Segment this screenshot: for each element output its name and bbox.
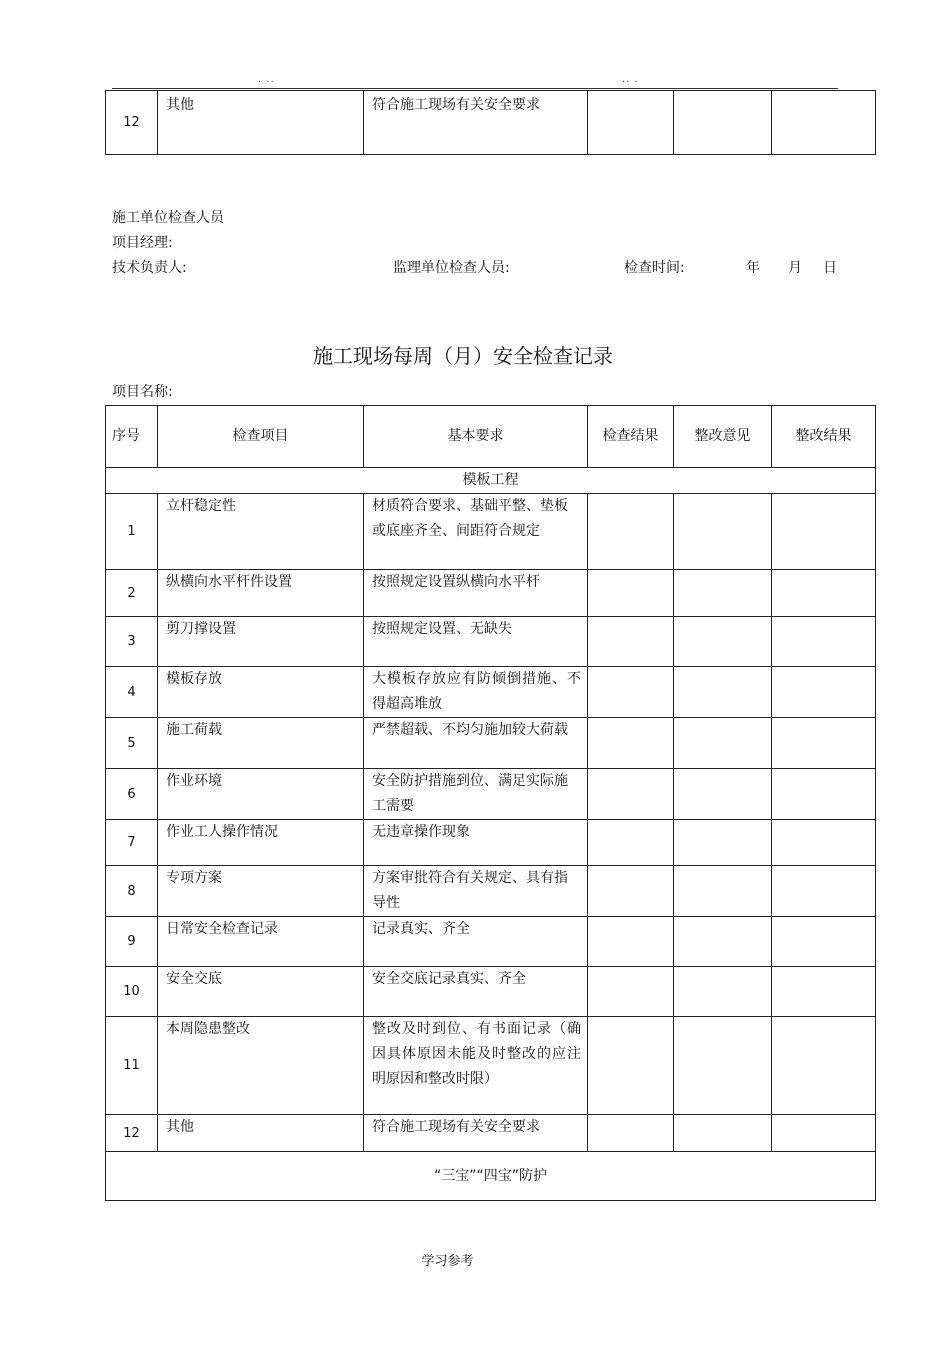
rectify-result-cell[interactable]: [772, 1115, 876, 1152]
header-check-item: 检查项目: [158, 406, 364, 468]
technical-lead-label: 技术负责人:: [112, 260, 187, 276]
result-cell[interactable]: [588, 494, 674, 570]
header-dots-right: .. .: [622, 74, 639, 85]
opinion-cell[interactable]: [674, 820, 772, 866]
check-item: 模板存放: [158, 667, 364, 718]
opinion-cell[interactable]: [674, 617, 772, 667]
month-label: 月: [788, 260, 802, 276]
requirement: 符合施工现场有关安全要求: [364, 1115, 588, 1152]
opinion-cell[interactable]: [674, 91, 772, 155]
requirement: 大模板存放应有防倾倒措施、不得超高堆放: [364, 667, 588, 718]
requirement: 符合施工现场有关安全要求: [364, 91, 588, 155]
opinion-cell[interactable]: [674, 570, 772, 617]
header-rectify-result: 整改结果: [772, 406, 876, 468]
result-cell[interactable]: [588, 866, 674, 917]
rectify-result-cell[interactable]: [772, 718, 876, 769]
check-item: 立杆稳定性: [158, 494, 364, 570]
table-row: [106, 91, 876, 155]
rectify-result-cell[interactable]: [772, 967, 876, 1017]
rectify-result-cell[interactable]: [772, 1017, 876, 1115]
rectify-result-cell[interactable]: [772, 820, 876, 866]
rectify-result-cell[interactable]: [772, 769, 876, 820]
row-number: 1: [106, 494, 158, 570]
table-row: [106, 718, 876, 769]
rectify-result-cell[interactable]: [772, 617, 876, 667]
check-item: 施工荷载: [158, 718, 364, 769]
requirement: 无违章操作现象: [364, 820, 588, 866]
opinion-cell[interactable]: [674, 1115, 772, 1152]
result-cell[interactable]: [588, 718, 674, 769]
row-number: 10: [106, 967, 158, 1017]
result-cell[interactable]: [588, 967, 674, 1017]
rectify-result-cell[interactable]: [772, 866, 876, 917]
day-label: 日: [823, 260, 837, 276]
table-row: [106, 769, 876, 820]
table-row: [106, 1115, 876, 1152]
requirement: 安全防护措施到位、满足实际施工需要: [364, 769, 588, 820]
check-item: 纵横向水平杆件设置: [158, 570, 364, 617]
result-cell[interactable]: [588, 667, 674, 718]
check-item: 专项方案: [158, 866, 364, 917]
check-item: 安全交底: [158, 967, 364, 1017]
row-number: 6: [106, 769, 158, 820]
row-number: 11: [106, 1017, 158, 1115]
opinion-cell[interactable]: [674, 667, 772, 718]
opinion-cell[interactable]: [674, 917, 772, 967]
section-row: [106, 468, 876, 494]
page-footer: 学习参考: [421, 1254, 474, 1269]
check-item: 本周隐患整改: [158, 1017, 364, 1115]
check-item: 日常安全检查记录: [158, 917, 364, 967]
rectify-result-cell[interactable]: [772, 494, 876, 570]
table-row: [106, 617, 876, 667]
opinion-cell[interactable]: [674, 769, 772, 820]
row-number: 3: [106, 617, 158, 667]
row-number: 5: [106, 718, 158, 769]
table-row: [106, 1017, 876, 1115]
section-row: [106, 1152, 876, 1201]
row-number: 8: [106, 866, 158, 917]
table-row: [106, 967, 876, 1017]
year-label: 年: [746, 260, 760, 276]
result-cell[interactable]: [588, 91, 674, 155]
requirement: 方案审批符合有关规定、具有指导性: [364, 866, 588, 917]
table-row: [106, 667, 876, 718]
row-number: 9: [106, 917, 158, 967]
result-cell[interactable]: [588, 820, 674, 866]
inspection-table: [105, 405, 876, 1201]
result-cell[interactable]: [588, 617, 674, 667]
header-rule: [112, 88, 838, 89]
requirement: 按照规定设置、无缺失: [364, 617, 588, 667]
opinion-cell[interactable]: [674, 718, 772, 769]
project-name-label: 项目名称:: [112, 384, 173, 400]
check-item: 其他: [158, 91, 364, 155]
rectify-result-cell[interactable]: [772, 91, 876, 155]
construction-inspectors-label: 施工单位检查人员: [112, 210, 224, 226]
row-number: 12: [106, 1115, 158, 1152]
rectify-result-cell[interactable]: [772, 917, 876, 967]
header-requirement: 基本要求: [364, 406, 588, 468]
header-serial: 序号: [106, 406, 158, 468]
requirement: 整改及时到位、有书面记录（确因具体原因未能及时整改的应注明原因和整改时限）: [364, 1017, 588, 1115]
page-title: 施工现场每周（月）安全检查记录: [313, 344, 613, 368]
requirement: 严禁超载、不均匀施加较大荷载: [364, 718, 588, 769]
table-row: [106, 820, 876, 866]
header-rectify-opinion: 整改意见: [674, 406, 772, 468]
requirement: 记录真实、齐全: [364, 917, 588, 967]
project-manager-label: 项目经理:: [112, 235, 173, 251]
requirement: 材质符合要求、基础平整、垫板或底座齐全、间距符合规定: [364, 494, 588, 570]
opinion-cell[interactable]: [674, 866, 772, 917]
check-item: 作业环境: [158, 769, 364, 820]
result-cell[interactable]: [588, 1115, 674, 1152]
header-check-result: 检查结果: [588, 406, 674, 468]
result-cell[interactable]: [588, 1017, 674, 1115]
row-number: 2: [106, 570, 158, 617]
result-cell[interactable]: [588, 570, 674, 617]
opinion-cell[interactable]: [674, 1017, 772, 1115]
check-item: 作业工人操作情况: [158, 820, 364, 866]
row-number: 12: [106, 91, 158, 155]
inspection-time-label: 检查时间:: [624, 260, 685, 276]
check-item: 剪刀撑设置: [158, 617, 364, 667]
table-row: [106, 917, 876, 967]
table-row: [106, 494, 876, 570]
check-item: 其他: [158, 1115, 364, 1152]
opinion-cell[interactable]: [674, 967, 772, 1017]
section-formwork: 模板工程: [106, 468, 876, 494]
row-number: 4: [106, 667, 158, 718]
table-header-row: [106, 406, 876, 468]
result-cell[interactable]: [588, 917, 674, 967]
table-row: [106, 866, 876, 917]
header-dots-left: . ..: [258, 74, 275, 85]
previous-table-tail: [105, 90, 876, 155]
requirement: 安全交底记录真实、齐全: [364, 967, 588, 1017]
table-row: [106, 570, 876, 617]
rectify-result-cell[interactable]: [772, 667, 876, 718]
row-number: 7: [106, 820, 158, 866]
result-cell[interactable]: [588, 769, 674, 820]
requirement: 按照规定设置纵横向水平杆: [364, 570, 588, 617]
section-three-four-treasures: “三宝”“四宝”防护: [106, 1152, 876, 1201]
rectify-result-cell[interactable]: [772, 570, 876, 617]
supervision-inspectors-label: 监理单位检查人员:: [393, 260, 510, 276]
opinion-cell[interactable]: [674, 494, 772, 570]
